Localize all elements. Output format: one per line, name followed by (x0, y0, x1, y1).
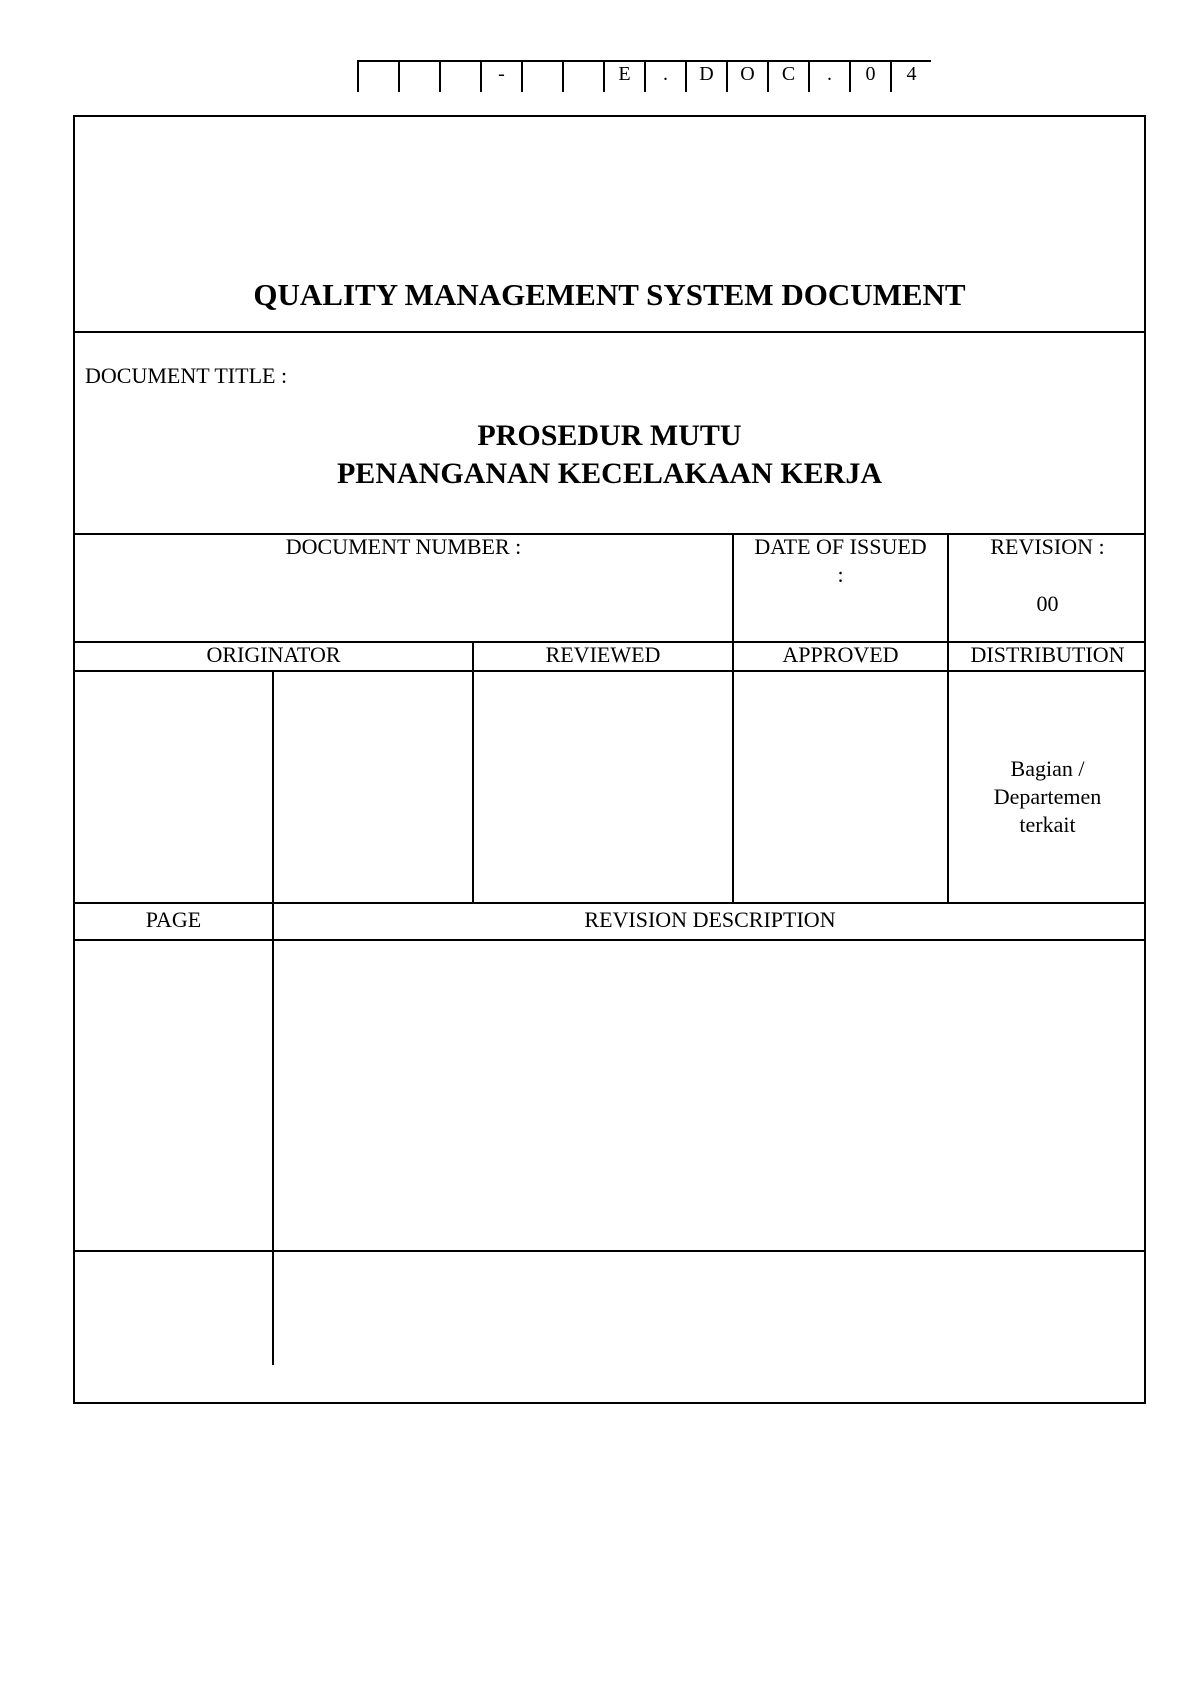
code-box: O (726, 62, 767, 92)
divider (272, 670, 274, 902)
code-box: . (644, 62, 685, 92)
document-title-line1: PROSEDUR MUTU (477, 419, 742, 452)
distribution-value-line: terkait (1019, 812, 1076, 837)
distribution-label: DISTRIBUTION (970, 642, 1125, 667)
divider (472, 670, 474, 902)
divider (75, 331, 1144, 333)
code-box (357, 62, 398, 92)
code-box: D (685, 62, 726, 92)
code-box (562, 62, 603, 92)
distribution-value-line: Bagian / (1010, 756, 1085, 781)
distribution-value (949, 755, 1146, 839)
code-box: 4 (890, 62, 931, 92)
code-box (439, 62, 480, 92)
code-box: E (603, 62, 644, 92)
divider (732, 670, 734, 902)
code-box: - (480, 62, 521, 92)
code-box (521, 62, 562, 92)
qms-document-form (73, 115, 1146, 1404)
originator-label: ORIGINATOR (206, 642, 341, 667)
code-box: 0 (849, 62, 890, 92)
code-box (398, 62, 439, 92)
divider (75, 670, 1144, 672)
date-of-issued-label: DATE OF ISSUED (754, 534, 927, 559)
revision-description-label: REVISION DESCRIPTION (584, 907, 836, 932)
document-number-label: DOCUMENT NUMBER : (285, 534, 522, 559)
document-title-label: DOCUMENT TITLE : (85, 363, 288, 388)
document-title-value (75, 417, 1144, 493)
divider (75, 902, 1144, 904)
document-code-boxes (357, 60, 931, 94)
code-box: . (808, 62, 849, 92)
revision-label: REVISION : (990, 534, 1105, 559)
document-title-line2: PENANGANAN KECELAKAAN KERJA (336, 457, 883, 490)
divider (75, 1250, 1144, 1252)
divider (75, 939, 1144, 941)
distribution-value-line: Departemen (993, 784, 1102, 809)
form-main-title: QUALITY MANAGEMENT SYSTEM DOCUMENT (253, 277, 966, 312)
date-of-issued-colon: : (837, 562, 844, 587)
reviewed-label: REVIEWED (545, 642, 661, 667)
code-box: C (767, 62, 808, 92)
page-label: PAGE (145, 907, 202, 932)
approved-label: APPROVED (782, 642, 899, 667)
divider (272, 902, 274, 1365)
revision-value: 00 (1036, 591, 1059, 616)
